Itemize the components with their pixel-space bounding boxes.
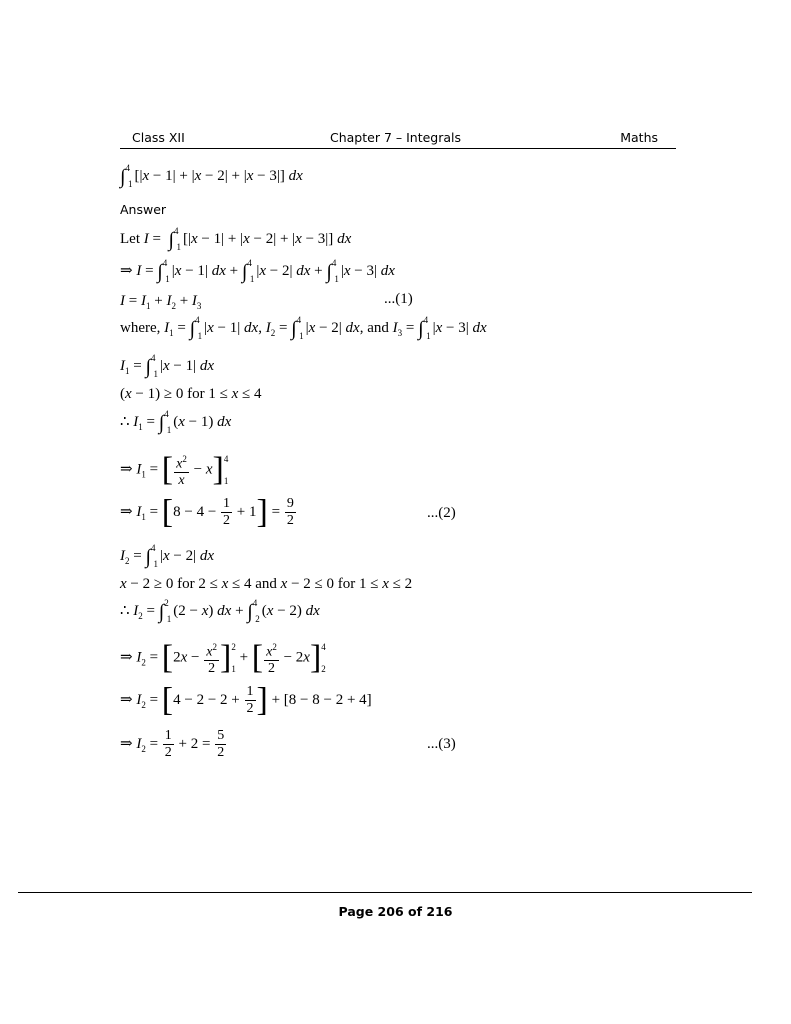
equation-tag-3: ...(3) bbox=[427, 736, 456, 752]
header-class: Class XII bbox=[132, 130, 185, 145]
i1-definition: $I_1 = \int 41$ |x − 1| dx bbox=[120, 353, 215, 379]
question-integral: ∫41 [|x − 1| + |x − 2| + |x − 3|] dx bbox=[120, 163, 303, 189]
i1-sign-condition: (x − 1) ≥ 0 for 1 ≤ x ≤ 4 bbox=[120, 386, 262, 402]
i1-antiderivative: ⇒ $I_1$ = [ $\frac{x^2}{x}$ − x] 4 1 bbox=[120, 451, 229, 489]
let-i-line: Let I = ∫41 [|x − 1| + |x − 2| + |x − 3|] dx bbox=[120, 226, 352, 252]
equation-tag-2: ...(2) bbox=[427, 505, 456, 521]
sum-line: $I = I_1 + I_2 + I_3$ bbox=[120, 293, 202, 311]
i2-result: ⇒ $I_2$ = $\frac{1}{2}$ + 2 = $\frac{5}{2}$ bbox=[120, 728, 225, 760]
footer-divider bbox=[18, 892, 752, 893]
i2-evaluation: ⇒ $I_2 = [4 - 2 - 2$ + $\frac{1}{2}$ ] + [8 − 8 − 2 + 4] bbox=[120, 681, 372, 719]
page-number: Page 206 of 216 bbox=[338, 904, 453, 919]
i2-therefore: ∴ $I_2 = \int 21$ (2 − x) dx + ∫42 (x − 2) dx bbox=[120, 598, 320, 624]
header-subject: Maths bbox=[620, 130, 658, 145]
i1-therefore: ∴ $I_1 = \int 41$ (x − 1) dx bbox=[120, 409, 232, 435]
equation-tag-1: ...(1) bbox=[384, 291, 413, 307]
where-line: where, $I_1 = \int 41$ |x − 1| dx, $I_2 = \int 41$ |x − 2| dx, and $I_3 = \int 41$ |x − 3| dx bbox=[120, 315, 487, 341]
answer-label: Answer bbox=[120, 202, 167, 217]
i1-evaluation: ⇒ $I_1 = [8 - 4$ − $\frac{1}{2}$ + 1] = $\frac{9}{2}$ bbox=[120, 493, 294, 531]
i2-definition: $I_2 = \int 41$ |x − 2| dx bbox=[120, 543, 215, 569]
split-integral-line: ⇒ I = ∫41 |x − 1| dx + ∫41 |x − 2| dx + ∫41 |x − 3| dx bbox=[120, 258, 395, 284]
page-header bbox=[120, 130, 676, 149]
i2-antiderivative: ⇒ $I_2 = [2x$ − $\frac{x^2}{2}$ ] 2 1 + [ $\frac{x^2}{2}$ − 2x] 4 2 bbox=[120, 639, 326, 677]
i2-sign-condition: x − 2 ≥ 0 for 2 ≤ x ≤ 4 and x − 2 ≤ 0 for 1 ≤ x ≤ 2 bbox=[120, 576, 413, 592]
header-chapter: Chapter 7 – Integrals bbox=[330, 130, 462, 145]
